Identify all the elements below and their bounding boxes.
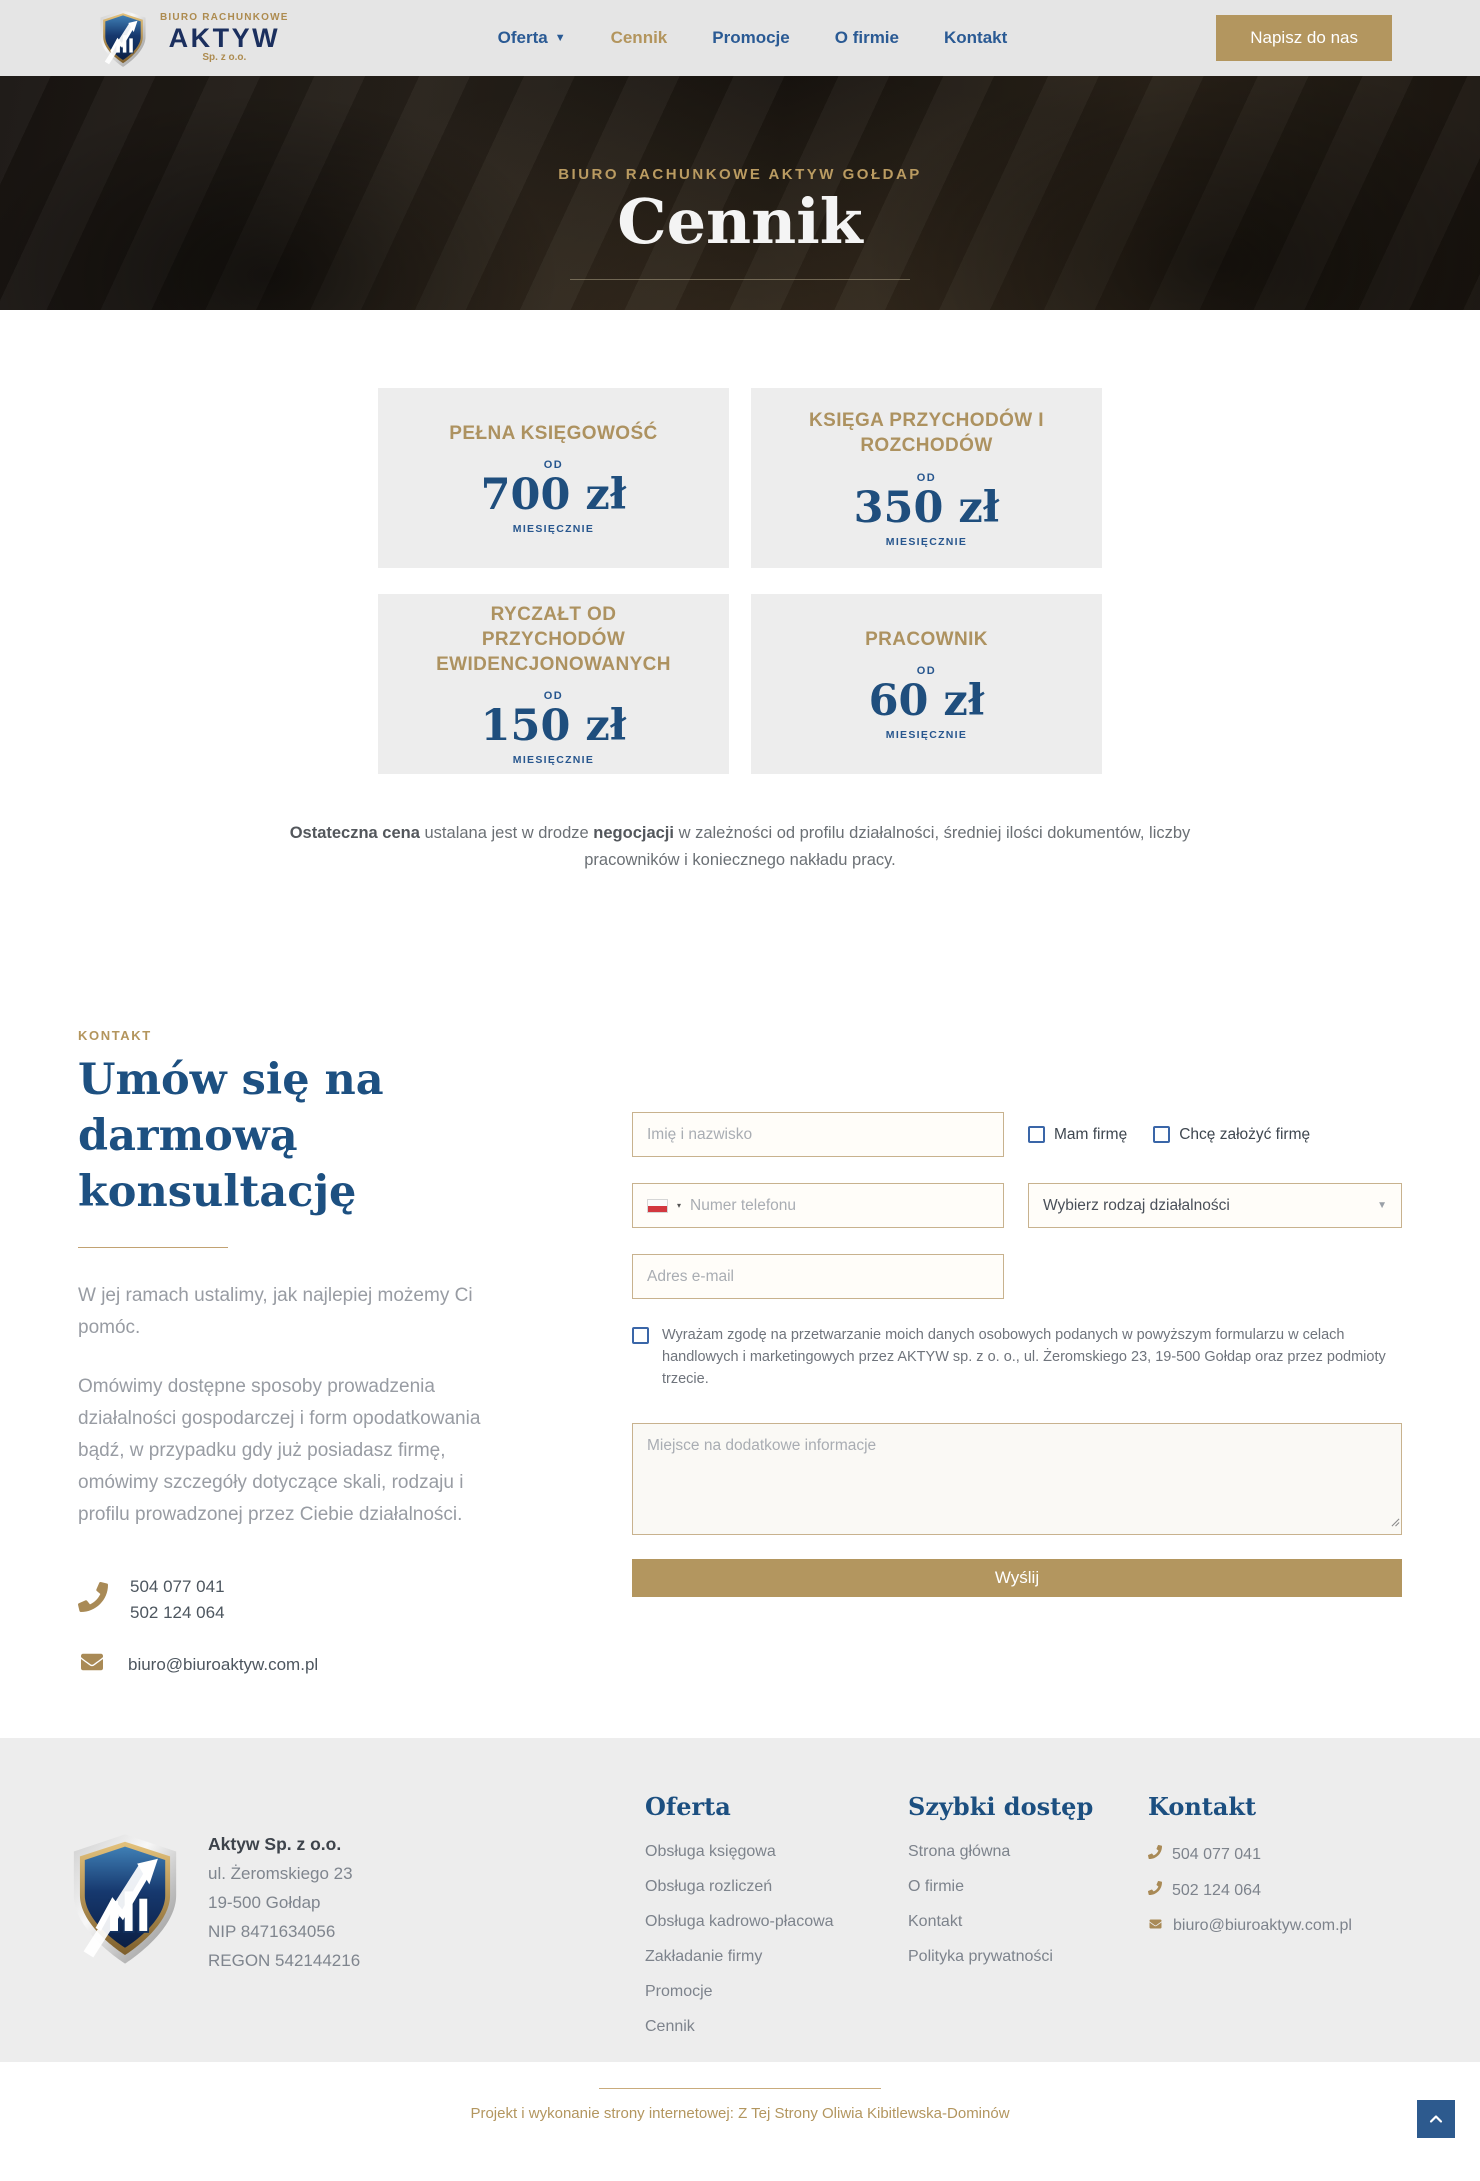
checkbox-icon	[632, 1327, 649, 1344]
card-title: KSIĘGA PRZYCHODÓW I ROZCHODÓW	[809, 410, 1044, 457]
footer-phone-2[interactable]	[1148, 1881, 1411, 1900]
contact-intro	[78, 1028, 578, 1682]
phone-field-wrap	[632, 1183, 1004, 1228]
footer-logo-shield-icon	[64, 1832, 186, 1966]
write-to-us-button[interactable]: Napisz do nas	[1216, 15, 1392, 61]
footer-column-kontakt	[1148, 1792, 1411, 2062]
chevron-down-icon: ▼	[554, 31, 566, 44]
logo-tagline: BIURO RACHUNKOWE	[160, 12, 289, 23]
firm-checkboxes	[1028, 1126, 1402, 1144]
company-address-street: ul. Żeromskiego 23	[208, 1864, 353, 1884]
site-header	[0, 0, 1480, 76]
bottom-bar	[0, 2088, 1480, 2181]
contact-title: Umów się na darmową konsultację	[78, 1055, 384, 1218]
disclaimer-text: ustalana jest w drodze	[419, 824, 594, 842]
contact-email[interactable]: biuro@biuroaktyw.com.pl	[128, 1655, 319, 1675]
message-field-wrap	[632, 1423, 1402, 1535]
footer-phone-1[interactable]	[1148, 1845, 1411, 1864]
company-regon: REGON 542144216	[208, 1951, 361, 1971]
chevron-down-icon: ▼	[1377, 1200, 1387, 1212]
card-prefix: OD	[916, 471, 937, 484]
price-card-ksiega-przychodow	[751, 388, 1102, 568]
have-company-checkbox[interactable]	[1028, 1126, 1127, 1144]
footer-column-oferta	[645, 1792, 908, 2062]
nav-item-promocje[interactable]: Promocje	[712, 28, 790, 47]
company-address-city: 19-500 Gołdap	[208, 1893, 321, 1913]
footer-email[interactable]	[1148, 1917, 1411, 1935]
scroll-to-top-button[interactable]	[1417, 2100, 1455, 2138]
contact-eyebrow: KONTAKT	[78, 1028, 152, 1044]
phone-icon	[1148, 1881, 1162, 1900]
card-title: PRACOWNIK	[865, 628, 988, 650]
chevron-up-icon	[1426, 2109, 1446, 2129]
footer-phone-text: 504 077 041	[1172, 1845, 1261, 1863]
name-input[interactable]	[647, 1126, 989, 1144]
footer-column-title: Kontakt	[1148, 1792, 1257, 1822]
contact-phone-1[interactable]: 504 077 041	[130, 1577, 225, 1597]
card-period: MIESIĘCZNIE	[885, 729, 968, 742]
footer-phone-text: 502 124 064	[1172, 1881, 1261, 1899]
card-period: MIESIĘCZNIE	[885, 535, 968, 548]
footer-link[interactable]: Zakładanie firmy	[645, 1948, 763, 1966]
company-info	[208, 1832, 360, 1971]
contact-section	[0, 1028, 1480, 1682]
footer-brand	[60, 1832, 645, 2062]
card-title: PEŁNA KSIĘGOWOŚĆ	[449, 422, 658, 444]
price-card-pracownik	[751, 594, 1102, 774]
contact-paragraph: Omówimy dostępne sposoby prowadzenia działalności gospodarczej i form opodatkowania bądź, w przypadku gdy już posiadasz firmę, omówimy szczegóły dotyczące skali, rodzaju i profilu prowadzonej przez Ciebie działalności.	[78, 1375, 481, 1525]
card-prefix: OD	[916, 664, 937, 677]
consent-text: Wyrażam zgodę na przetwarzanie moich danych osobowych podanych w powyższym formularzu w celach handlowych i marketingowych przez AKTYW sp. z o. o., ul. Żeromskiego 23, 19-500 Gołdap oraz przez podmioty trzecie.	[662, 1327, 1386, 1387]
contact-divider	[78, 1247, 228, 1248]
logo-subtitle: Sp. z o.o.	[202, 52, 247, 63]
disclaimer-bold: Ostateczna cena	[289, 824, 420, 842]
disclaimer-text: w zależności od profilu działalności, średniej ilości dokumentów, liczby pracowników i koniecznego nakładu pracy.	[584, 824, 1191, 869]
nav-item-label: Oferta	[497, 28, 548, 47]
nav-item-kontakt[interactable]: Kontakt	[944, 28, 1008, 47]
message-textarea[interactable]	[632, 1423, 1402, 1535]
logo-name: AKTYW	[168, 23, 281, 53]
contact-email-row	[78, 1651, 578, 1678]
hero-eyebrow: BIURO RACHUNKOWE AKTYW GOŁDAP	[558, 166, 922, 183]
footer-link[interactable]: Promocje	[645, 1983, 713, 2001]
checkbox-label: Chcę założyć firmę	[1179, 1125, 1311, 1143]
footer-link[interactable]: Strona główna	[908, 1843, 1011, 1861]
card-title: RYCZAŁT OD PRZYCHODÓW EWIDENCJONOWANYCH	[436, 603, 671, 675]
contact-phone-row	[78, 1574, 578, 1625]
pricing-cards	[378, 388, 1102, 774]
checkbox-label: Mam firmę	[1054, 1125, 1128, 1143]
business-type-select[interactable]	[1028, 1183, 1402, 1228]
footer-link[interactable]: Obsługa księgowa	[645, 1843, 776, 1861]
footer-link[interactable]: Kontakt	[908, 1913, 963, 1931]
phone-icon	[78, 1582, 108, 1617]
name-field-wrap	[632, 1112, 1004, 1157]
contact-paragraph: W jej ramach ustalimy, jak najlepiej możemy Ci pomóc.	[78, 1285, 473, 1339]
footer-column-szybki-dostep	[908, 1792, 1148, 2062]
logo-shield-icon	[96, 9, 150, 68]
footer-column-title: Szybki dostęp	[908, 1792, 1094, 1822]
bottom-divider	[599, 2088, 881, 2089]
site-footer	[0, 1738, 1480, 2062]
footer-link[interactable]: Obsługa rozliczeń	[645, 1878, 773, 1896]
card-price: 60 zł	[868, 675, 985, 726]
card-period: MIESIĘCZNIE	[512, 523, 595, 536]
consent-checkbox-row[interactable]	[632, 1325, 1402, 1390]
footer-link[interactable]: O firmie	[908, 1878, 964, 1896]
contact-form	[632, 1028, 1402, 1682]
footer-link[interactable]: Cennik	[645, 2018, 695, 2036]
footer-link[interactable]: Obsługa kadrowo-płacowa	[645, 1913, 834, 1931]
hero-divider	[570, 279, 910, 280]
poland-flag-icon[interactable]	[647, 1199, 668, 1213]
envelope-icon	[1148, 1917, 1163, 1935]
email-field-wrap	[632, 1254, 1004, 1299]
logo[interactable]	[96, 9, 289, 68]
card-price: 150 zł	[480, 701, 627, 752]
card-price: 700 zł	[480, 469, 627, 520]
footer-link[interactable]: Polityka prywatności	[908, 1948, 1053, 1966]
envelope-icon	[78, 1651, 106, 1678]
company-name: Aktyw Sp. z o.o.	[208, 1834, 342, 1855]
pricing-disclaimer	[280, 820, 1200, 873]
start-company-checkbox[interactable]	[1153, 1126, 1310, 1144]
flag-caret-icon: ▾	[677, 1201, 682, 1211]
nav-item-cennik[interactable]: Cennik	[610, 28, 668, 47]
card-prefix: OD	[543, 458, 564, 471]
checkbox-icon	[1028, 1126, 1045, 1143]
hero-banner	[0, 76, 1480, 310]
logo-text	[160, 13, 289, 63]
email-input[interactable]	[647, 1268, 989, 1286]
footer-column-title: Oferta	[645, 1792, 731, 1822]
phone-icon	[1148, 1845, 1162, 1864]
company-nip: NIP 8471634056	[208, 1922, 336, 1942]
footer-email-text: biuro@biuroaktyw.com.pl	[1173, 1917, 1352, 1935]
card-prefix: OD	[543, 690, 564, 703]
nav-item-o-firmie[interactable]: O firmie	[834, 28, 899, 47]
main-nav	[498, 28, 1008, 48]
nav-item-oferta[interactable]	[498, 28, 566, 48]
send-button[interactable]: Wyślij	[632, 1559, 1402, 1597]
price-card-pelna-ksiegowosc	[378, 388, 729, 568]
page-title: Cennik	[617, 185, 863, 258]
select-placeholder: Wybierz rodzaj działalności	[1043, 1196, 1230, 1214]
checkbox-icon	[1153, 1126, 1170, 1143]
card-period: MIESIĘCZNIE	[512, 754, 595, 767]
contact-phone-2[interactable]: 502 124 064	[130, 1602, 225, 1622]
card-price: 350 zł	[853, 482, 1000, 533]
price-card-ryczalt	[378, 594, 729, 774]
disclaimer-bold: negocjacji	[593, 824, 674, 842]
phone-input[interactable]	[690, 1197, 989, 1215]
site-credit: Projekt i wykonanie strony internetowej: Z Tej Strony Oliwia Kibitlewska-Dominów	[470, 2105, 1010, 2123]
